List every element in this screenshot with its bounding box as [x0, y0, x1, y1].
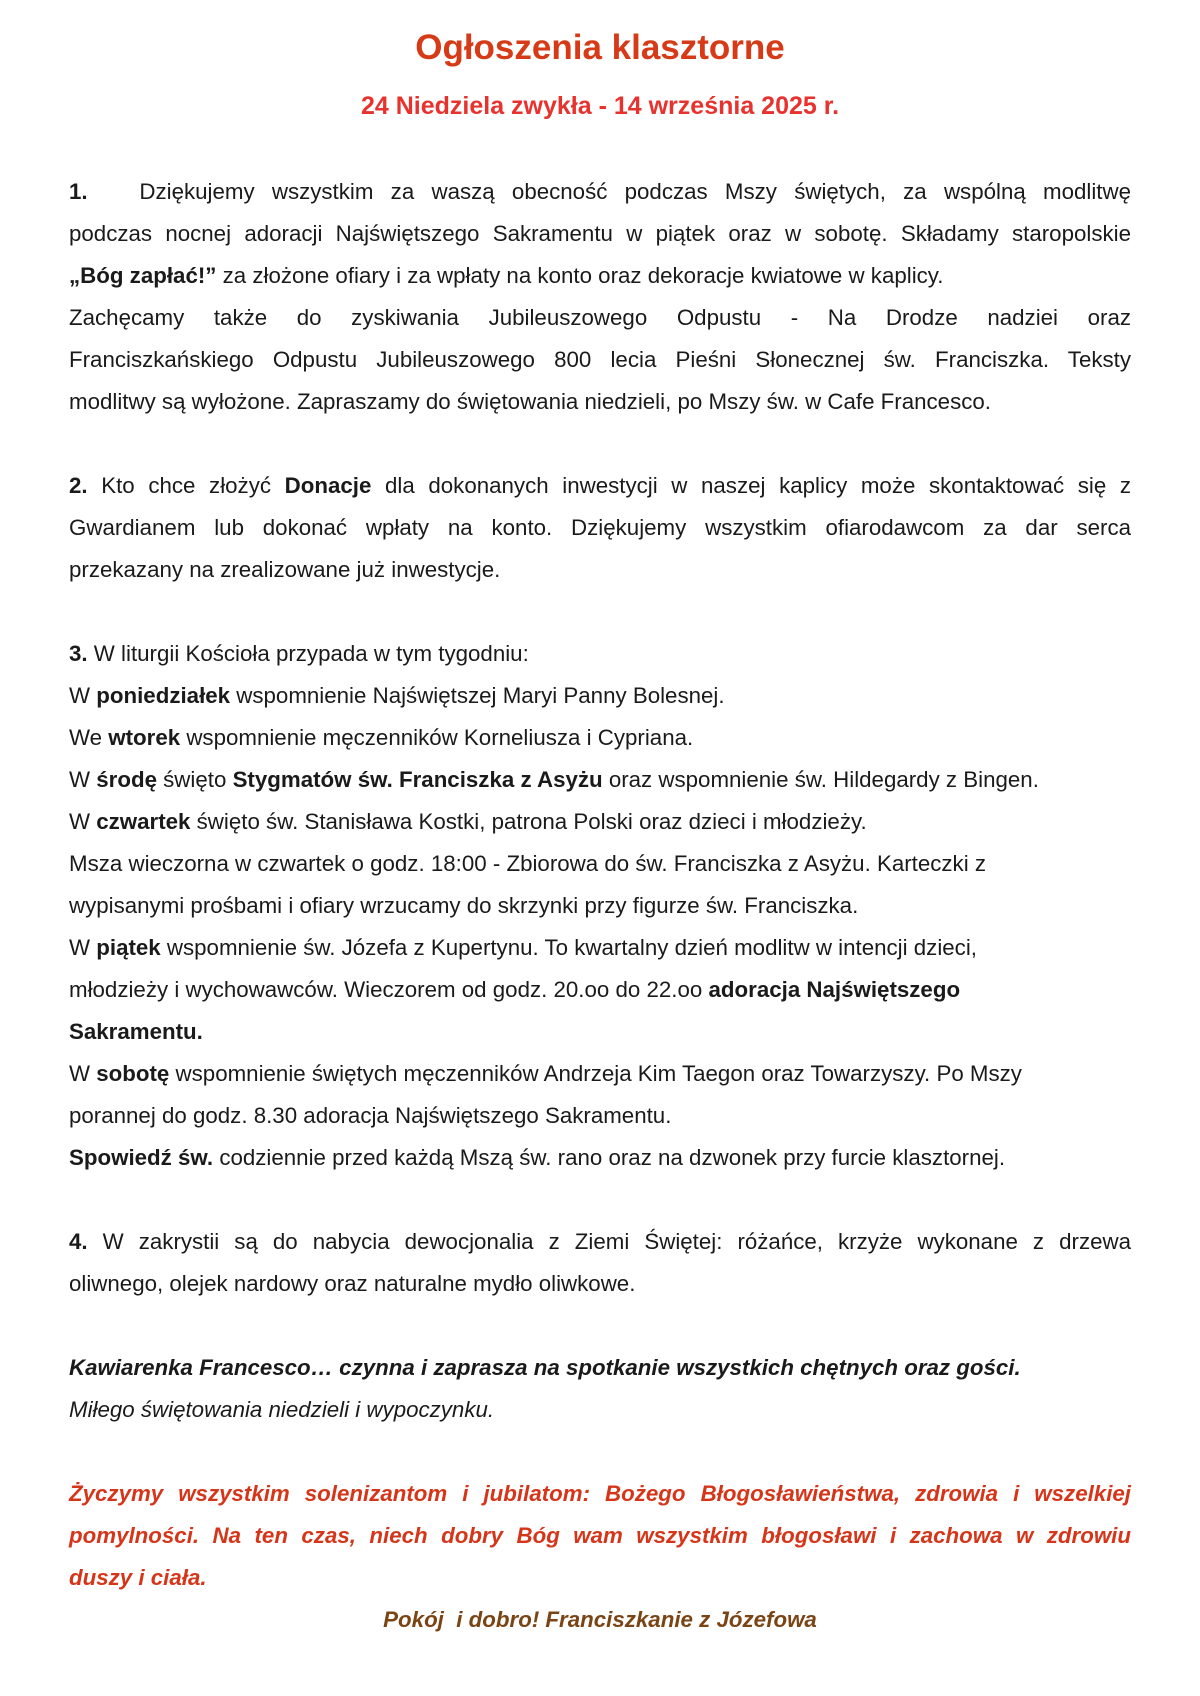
friday-line-2: młodzieży i wychowawców. Wieczorem od godz. 20.oo do 22.oo adoracja Najświętszego	[69, 977, 961, 1002]
wednesday-line: W środę święto Stygmatów św. Franciszka z Asyżu oraz wspomnienie św. Hildegardy z Bingen.	[69, 767, 1039, 792]
friday-line: W piątek wspomnienie św. Józefa z Kupertynu. To kwartalny dzień modlitw w intencji dzieci,	[69, 935, 977, 960]
bog-zaplac: „Bóg zapłać!”	[69, 263, 217, 288]
announcement-1-line-3	[69, 255, 1131, 297]
donacje: Donacje	[284, 473, 372, 498]
thursday-label: czwartek	[96, 809, 191, 834]
announcement-1-text: Dziękujemy wszystkim za waszą obecność podczas Mszy świętych, za wspólną modlitwę	[139, 179, 1131, 204]
page-title: Ogłoszenia klasztorne	[415, 28, 785, 67]
announcement-4-line-1	[69, 1221, 1131, 1263]
friday-line-3: Sakramentu.	[69, 1019, 203, 1044]
announcement-1-line-4: Zachęcamy także do zyskiwania Jubileuszowego Odpustu - Na Drodze nadziei oraz	[69, 305, 1131, 330]
cafe-wish: Miłego świętowania niedzieli i wypoczynku.	[69, 1397, 495, 1422]
announcement-2-line-2: Gwardianem lub dokonać wpłaty na konto. Dziękujemy wszystkim ofiarodawcom za dar serca	[69, 515, 1131, 540]
announcement-4-text: W zakrystii są do nabycia dewocjonalia z Ziemi Świętej: różańce, krzyże wykonane z drzewa	[87, 1229, 1131, 1254]
tuesday-label: wtorek	[108, 725, 181, 750]
thursday-mass-line-2: wypisanymi prośbami i ofiary wrzucamy do skrzynki przy figurze św. Franciszka.	[69, 893, 859, 918]
announcement-1-number: 1.	[69, 179, 88, 204]
tuesday-line: We wtorek wspomnienie męczenników Korneliusza i Cypriana.	[69, 725, 694, 750]
announcement-4-line-2: oliwnego, olejek nardowy oraz naturalne mydło oliwkowe.	[69, 1271, 636, 1296]
announcement-2-text-a: Kto chce złożyć	[87, 473, 285, 498]
announcement-1-line-1	[69, 171, 1131, 213]
adoration-bold: adoracja Najświętszego	[708, 977, 961, 1002]
announcements-body	[69, 171, 1131, 1641]
announcement-1-line-6: modlitwy są wyłożone. Zapraszamy do świętowania niedzieli, po Mszy św. w Cafe Francesco.	[69, 389, 991, 414]
announcement-1-line-3-rest: za złożone ofiary i za wpłaty na konto oraz dekoracje kwiatowe w kaplicy.	[216, 263, 944, 288]
saturday-line-2: porannej do godz. 8.30 adoracja Najświętszego Sakramentu.	[69, 1103, 672, 1128]
wishes-line-1: Życzymy wszystkim solenizantom i jubilatom: Bożego Błogosławieństwa, zdrowia i wszelkiej	[69, 1481, 1131, 1506]
cafe-note: Kawiarenka Francesco… czynna i zaprasza na spotkanie wszystkich chętnych oraz gości.	[69, 1355, 1021, 1380]
closing-signature: Pokój i dobro! Franciszkanie z Józefowa	[383, 1607, 817, 1632]
wishes-line-2: pomylności. Na ten czas, niech dobry Bóg wam wszystkim błogosławi i zachowa w zdrowiu	[69, 1523, 1131, 1548]
thursday-mass-line-1: Msza wieczorna w czwartek o godz. 18:00 - Zbiorowa do św. Franciszka z Asyżu. Karteczki z	[69, 851, 986, 876]
monday-label: poniedziałek	[96, 683, 231, 708]
saturday-line: W sobotę wspomnienie świętych męczenników Andrzeja Kim Taegon oraz Towarzyszy. Po Mszy	[69, 1061, 1022, 1086]
wishes-line-3: duszy i ciała.	[69, 1565, 207, 1590]
announcement-2-number: 2.	[69, 473, 88, 498]
announcement-3-intro-text: W liturgii Kościoła przypada w tym tygodniu:	[87, 641, 529, 666]
announcement-2-line-3: przekazany na zrealizowane już inwestycje.	[69, 557, 501, 582]
stigmata-feast: Stygmatów św. Franciszka z Asyżu	[232, 767, 603, 792]
monday-line: W poniedziałek wspomnienie Najświętszej Maryi Panny Bolesnej.	[69, 683, 725, 708]
announcement-2-text-b: dla dokonanych inwestycji w naszej kaplicy może skontaktować się z	[371, 473, 1131, 498]
announcement-3-number: 3.	[69, 641, 88, 666]
thursday-line: W czwartek święto św. Stanisława Kostki, patrona Polski oraz dzieci i młodzieży.	[69, 809, 867, 834]
friday-label: piątek	[96, 935, 161, 960]
announcement-1-line-5: Franciszkańskiego Odpustu Jubileuszowego 800 lecia Pieśni Słonecznej św. Franciszka. Teksty	[69, 347, 1131, 372]
confession-line: Spowiedź św. codziennie przed każdą Mszą św. rano oraz na dzwonek przy furcie klasztornej.	[69, 1145, 1006, 1170]
announcement-3-intro	[69, 633, 1131, 675]
confession-label: Spowiedź św.	[69, 1145, 214, 1170]
wednesday-label: środę	[96, 767, 157, 792]
announcement-2-line-1	[69, 465, 1131, 507]
page-subtitle: 24 Niedziela zwykła - 14 września 2025 r.	[360, 92, 840, 120]
announcement-4-number: 4.	[69, 1229, 88, 1254]
announcement-1-line-2: podczas nocnej adoracji Najświętszego Sakramentu w piątek oraz w sobotę. Składamy staropolskie	[69, 221, 1131, 246]
saturday-label: sobotę	[96, 1061, 170, 1086]
